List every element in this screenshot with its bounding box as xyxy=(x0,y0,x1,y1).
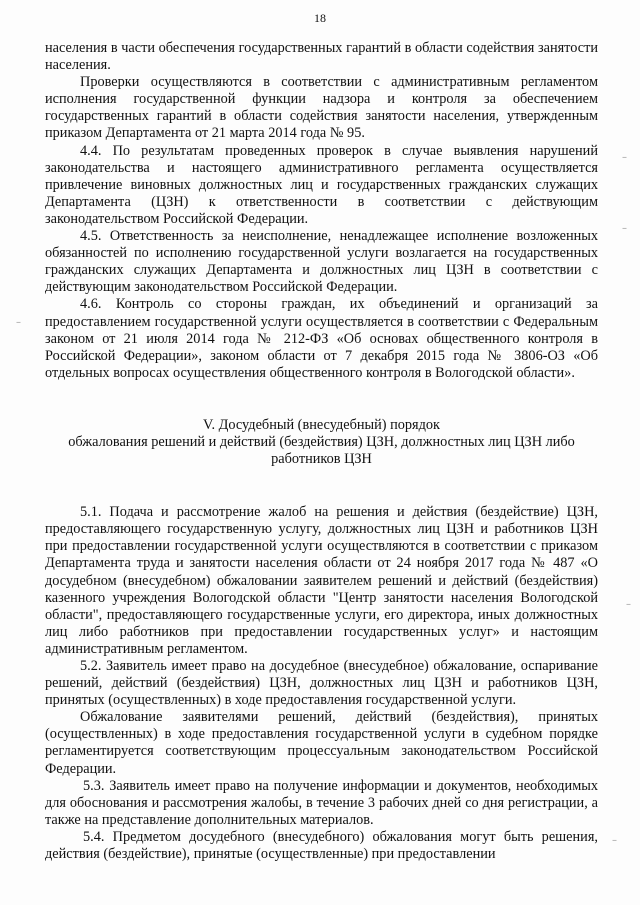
paragraph-5-2: 5.2. Заявитель имеет право на досудебное (внесудебное) обжалование, оспаривание решений, действий (бездействия) ЦЗН, должностных лиц ЦЗН и работников ЦЗН, принятых (осуществленных) в ходе предоставления государственной услуги. xyxy=(45,658,598,709)
paragraph-5-3: 5.3. Заявитель имеет право на получение информации и документов, необходимых для обоснования и рассмотрения жалобы, в течение 3 рабочих дней со дня регистрации, а также на представление дополнительных материалов. xyxy=(45,777,598,828)
paragraph-continuation: населения в части обеспечения государственных гарантий в области содействия занятости населения. xyxy=(45,40,598,74)
document-body xyxy=(45,40,598,863)
paragraph-inspections: Проверки осуществляются в соответствии с административным регламентом исполнения государственной функции надзора и контроля за обеспечением государственных гарантий в области содействия занятости населения, утвержденным приказом Департамента от 21 марта 2014 года № 95. xyxy=(45,74,598,142)
section-heading-line3: работников ЦЗН xyxy=(271,451,372,468)
paragraph-4-4: 4.4. По результатам проведенных проверок в случае выявления нарушений законодательства и настоящего административного регламента осуществляется привлечение виновных должностных лиц и государственных гражданских служащих Департамента (ЦЗН) к ответственности в соответствии с действующим законодательством Российской Федерации. xyxy=(45,142,598,227)
paragraph-4-6: 4.6. Контроль со стороны граждан, их объединений и организаций за предоставлением государственной услуги осуществляется в соответствии с Федеральным законом от 21 июля 2014 года № 212-ФЗ «Об основах общественного контроля в Российской Федерации», законом области от 7 декабря 2015 года № 3806-ОЗ «Об отдельных вопросах осуществления общественного контроля в Вологодской области». xyxy=(45,296,598,381)
page-number: 18 xyxy=(314,11,326,25)
section-heading-line1: V. Досудебный (внесудебный) порядок xyxy=(203,416,440,433)
paragraph-5-1: 5.1. Подача и рассмотрение жалоб на решения и действия (бездействие) ЦЗН, предоставляющего государственную услугу, должностных лиц ЦЗН и работников ЦЗН при предоставлении государственной услуги осуществляются в соответствии с приказом Департамента труда и занятости населения области от 24 ноября 2017 года № 487 «О досудебном (внесудебном) обжаловании заявителем решений и действий (бездействия) казенного учреждения Вологодской области "Центр занятости населения Вологодской области", предоставляющего государственные услуги, его директора, иных должностных лиц либо работников при предоставлении государственных услуг» и настоящим административным регламентом. xyxy=(45,504,598,657)
spacer xyxy=(45,382,598,417)
paragraph-4-5: 4.5. Ответственность за неисполнение, ненадлежащее исполнение возложенных обязанностей по исполнению государственной услуги возлагается на государственных гражданских служащих Департамента и должностных лиц ЦЗН в соответствии с действующим законодательством Российской Федерации. xyxy=(45,228,598,296)
scan-mark: – xyxy=(626,599,631,610)
paragraph-5-4: 5.4. Предметом досудебного (внесудебного) обжалования могут быть решения, действия (бездействие), принятые (осуществленные) при предоставлении xyxy=(45,828,598,863)
section-heading xyxy=(45,417,598,468)
section-heading-line2: обжалования решений и действий (бездействия) ЦЗН, должностных лиц ЦЗН либо xyxy=(68,433,575,450)
scan-mark: – xyxy=(622,152,627,163)
spacer xyxy=(45,468,598,504)
scan-mark: – xyxy=(622,223,627,234)
paragraph-appeal-court: Обжалование заявителями решений, действий (бездействия), принятых (осуществленных) в ходе предоставления государственной услуги в судебном порядке регламентируется соответствующим процессуальным законодательством Российской Федерации. xyxy=(45,709,598,777)
scan-mark: – xyxy=(612,835,617,846)
scan-mark: – xyxy=(16,317,21,328)
